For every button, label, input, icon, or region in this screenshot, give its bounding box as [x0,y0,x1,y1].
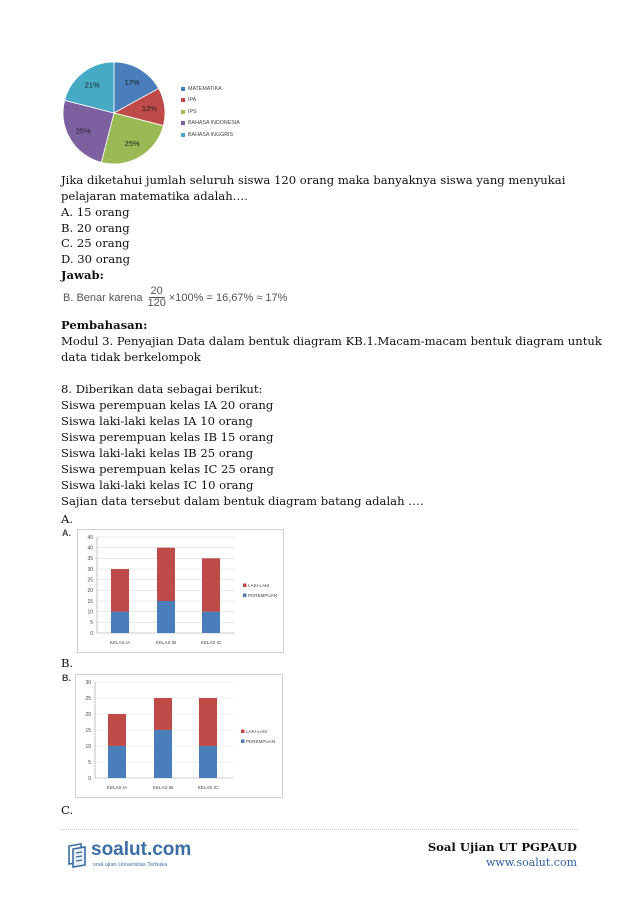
y-tick-label: 15 [87,598,93,605]
y-tick-label: 10 [87,609,93,616]
answer-formula [63,286,287,309]
x-tick-label: KELAS IC [200,640,222,645]
y-tick-label: 5 [88,759,91,766]
legend-item: BAHASA INDONESIA [181,118,240,130]
y-tick-label: 15 [85,727,91,734]
legend-label: LAKI-LAKI [248,583,270,588]
formula-denominator: 120 [147,297,166,309]
legend-item: BAHASA INGGRIS [181,129,240,141]
y-tick-label: 25 [85,695,91,702]
bar-segment [157,601,175,633]
y-tick-label: 0 [88,775,91,782]
pie-slice-label: 25% [75,126,91,136]
option-b: B. 20 orang [61,221,130,235]
footer-logo [66,838,192,872]
data-line: Siswa laki-laki kelas IA 10 orang [61,414,253,428]
chart-b-letter: B. [62,673,71,683]
bar-segment [202,558,220,611]
footer-url[interactable]: www.soalut.com [486,856,577,869]
option-b-label: B. [61,656,74,670]
bar-segment [157,548,175,601]
logo-subtitle: soal ujian Universitas Terbuka [93,862,168,868]
data-line: Siswa perempuan kelas IA 20 orang [61,398,274,412]
question-7-line-1: Jika diketahui jumlah seluruh siswa 120 orang maka banyaknya siswa yang menyukai [61,173,566,187]
formula-fraction [148,286,166,309]
bar-chart-a [78,530,283,652]
y-tick-label: 0 [90,630,93,637]
question-8-intro: 8. Diberikan data sebagai berikut: [61,382,263,396]
x-tick-label: KELAS IB [155,640,177,645]
bar-segment [108,714,126,746]
legend-swatch [243,594,247,598]
formula-prefix: B. Benar karena [63,291,143,304]
chart-a-frame [77,529,284,653]
footer-divider [61,829,577,830]
bar-segment [108,746,126,778]
bar-segment [154,730,172,778]
footer-title: Soal Ujian UT PGPAUD [427,840,577,854]
bar-segment [199,746,217,778]
bar-segment [111,569,129,612]
legend-swatch [241,740,245,744]
option-c: C. 25 orang [61,236,130,250]
question-8-prompt: Sajian data tersebut dalam bentuk diagram batang adalah …. [61,494,424,508]
data-line: Siswa laki-laki kelas IC 10 orang [61,478,254,492]
pie-slice-label: 12% [141,104,157,114]
option-c-label: C. [61,803,74,817]
y-tick-label: 20 [85,711,91,718]
discussion-heading: Pembahasan: [61,318,148,332]
bar-segment [202,612,220,633]
question-7-line-2: pelajaran matematika adalah…. [61,189,248,203]
pie-chart [58,60,170,168]
answer-heading: Jawab: [61,268,104,282]
chart-b-frame [75,674,283,798]
y-tick-label: 35 [87,556,93,563]
option-d: D. 30 orang [61,252,131,266]
legend-swatch [243,584,247,588]
y-tick-label: 5 [90,620,93,627]
pie-slice-label: 25% [124,139,140,149]
y-tick-label: 40 [87,545,93,552]
chart-a-letter: A. [62,528,71,538]
legend-label: PEREMPUAN [248,593,278,598]
legend-label: LAKI-LAKI [246,729,268,734]
x-tick-label: KELAS IA [106,785,128,790]
y-tick-label: 30 [87,566,93,573]
pie-legend [181,83,240,141]
bar-chart-b [76,675,282,797]
bar-segment [199,698,217,746]
y-tick-label: 30 [85,679,91,686]
formula-suffix: ×100% = 16,67% ≈ 17% [168,291,288,304]
bar-segment [111,612,129,633]
pie-slice-label: 21% [84,80,100,90]
bar-segment [154,698,172,730]
y-tick-label: 25 [87,577,93,584]
x-tick-label: KELAS IB [152,785,174,790]
x-tick-label: KELAS IC [197,785,219,790]
y-tick-label: 20 [87,588,93,595]
option-a-label: A. [61,512,74,526]
data-line: Siswa perempuan kelas IB 15 orang [61,430,274,444]
legend-item: MATEMATIKA [181,83,240,95]
legend-swatch [241,730,245,734]
book-stack-icon [66,842,90,868]
pie-slice-label: 17% [124,77,140,87]
legend-item: IPA [181,95,240,107]
logo-text: soalut.com [91,839,192,860]
legend-label: PEREMPUAN [246,739,276,744]
formula-numerator: 20 [150,285,163,297]
data-line: Siswa perempuan kelas IC 25 orang [61,462,274,476]
x-tick-label: KELAS IA [109,640,131,645]
legend-item: IPS [181,106,240,118]
data-line: Siswa laki-laki kelas IB 25 orang [61,446,254,460]
discussion-line-1: Modul 3. Penyajian Data dalam bentuk diagram KB.1.Macam-macam bentuk diagram untuk [61,334,602,348]
y-tick-label: 10 [85,743,91,750]
discussion-line-2: data tidak berkelompok [61,350,201,364]
option-a: A. 15 orang [61,205,130,219]
y-tick-label: 45 [87,534,93,541]
